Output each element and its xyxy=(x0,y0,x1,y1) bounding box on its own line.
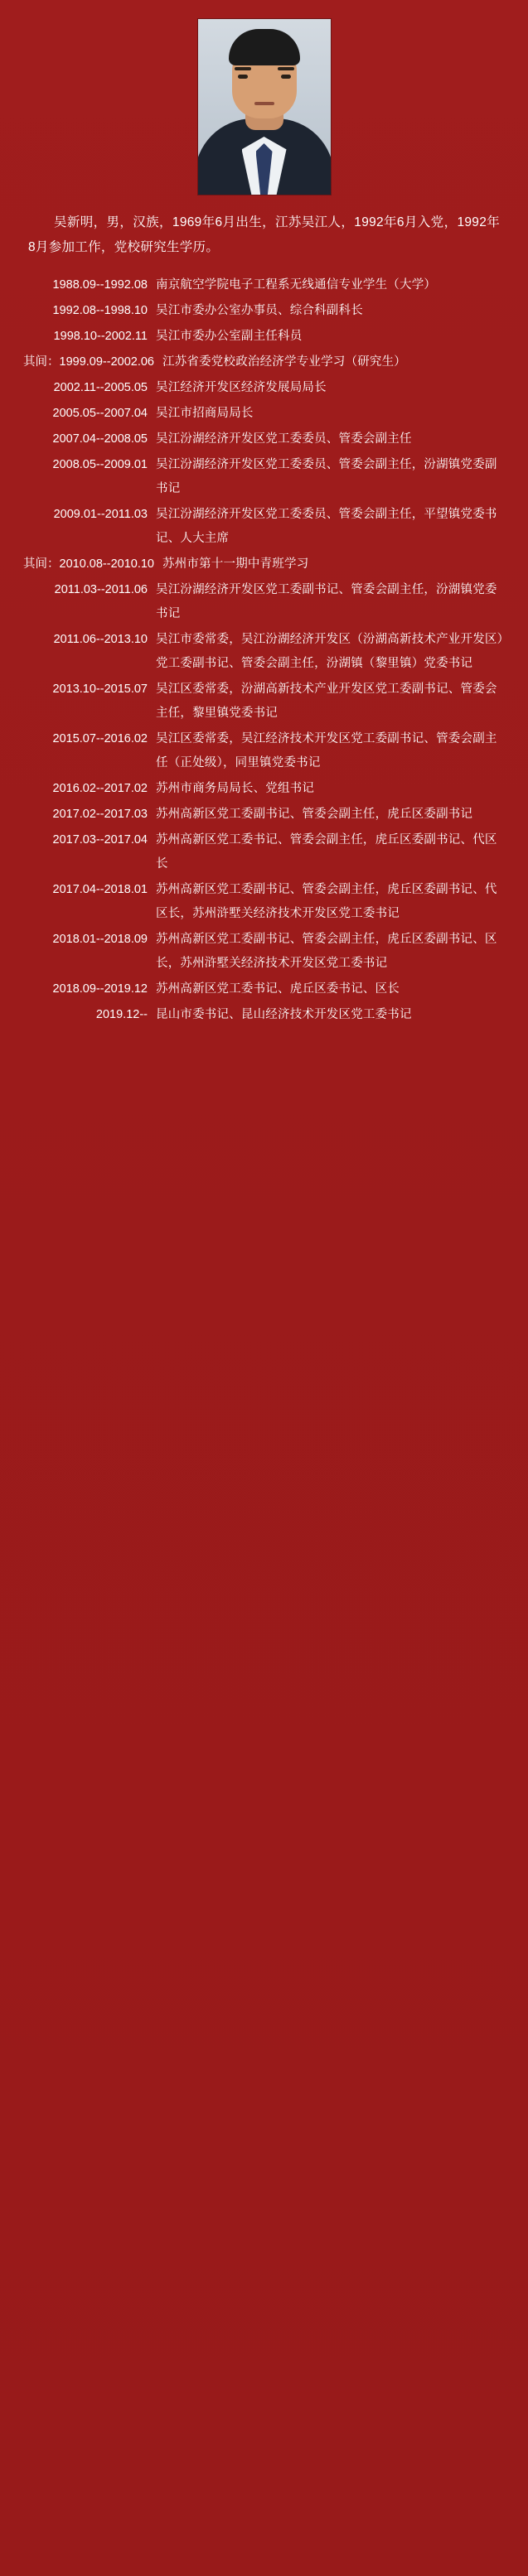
portrait-eye-right xyxy=(281,75,291,79)
timeline-row xyxy=(23,273,505,297)
timeline-row xyxy=(23,977,505,1001)
timeline-description: 苏州市商务局局长、党组书记 xyxy=(156,782,315,795)
timeline-row xyxy=(23,402,505,426)
timeline-row xyxy=(23,727,505,775)
timeline-description: 苏州高新区党工委副书记、管委会副主任，虎丘区委副书记 xyxy=(156,808,473,821)
timeline-description: 吴江区委常委，吴江经济技术开发区党工委副书记、管委会副主任（正处级），同里镇党委书记 xyxy=(156,732,497,769)
timeline-description: 吴江区委常委，汾湖高新技术产业开发区党工委副书记、管委会主任，黎里镇党委书记 xyxy=(156,683,497,720)
timeline-period: 1998.10--2002.11 xyxy=(53,330,148,343)
timeline-period: 2015.07--2016.02 xyxy=(52,732,148,745)
timeline-description: 吴江汾湖经济开发区党工委委员、管委会副主任，汾湖镇党委副书记 xyxy=(156,458,497,495)
portrait-eye-left xyxy=(238,75,248,79)
timeline-description: 南京航空学院电子工程系无线通信专业学生（大学） xyxy=(156,278,437,292)
timeline-description: 昆山市委书记、昆山经济技术开发区党工委书记 xyxy=(156,1008,412,1021)
timeline-row xyxy=(23,828,505,876)
timeline-period: 2017.04--2018.01 xyxy=(52,883,148,896)
timeline-row xyxy=(23,628,505,676)
timeline-row xyxy=(23,578,505,626)
timeline-description: 吴江汾湖经济开发区党工委委员、管委会副主任，平望镇党委书记、人大主席 xyxy=(156,508,497,545)
timeline-period: 2002.11--2005.05 xyxy=(53,381,148,394)
timeline-period: 2019.12-- xyxy=(95,1008,148,1021)
timeline-description: 苏州高新区党工委书记、管委会副主任，虎丘区委副书记、代区长 xyxy=(156,833,497,871)
timeline-row xyxy=(23,376,505,400)
timeline-description: 苏州高新区党工委副书记、管委会副主任，虎丘区委副书记、区长，苏州浒墅关经济技术开发区党工委书记 xyxy=(156,933,497,970)
timeline-description: 江苏省委党校政治经济学专业学习（研究生） xyxy=(162,355,406,369)
timeline-description: 吴江汾湖经济开发区党工委委员、管委会副主任 xyxy=(156,432,412,446)
timeline-row xyxy=(23,803,505,827)
timeline-row xyxy=(23,777,505,801)
timeline-row xyxy=(23,678,505,726)
timeline-description: 苏州市第十一期中青班学习 xyxy=(162,557,309,571)
timeline-period: 1988.09--1992.08 xyxy=(52,278,148,292)
portrait-eyebrow-left xyxy=(235,67,251,70)
timeline-description: 苏州高新区党工委书记、虎丘区委书记、区长 xyxy=(156,982,400,996)
timeline-row xyxy=(23,299,505,323)
timeline-row xyxy=(23,427,505,451)
timeline-period: 2013.10--2015.07 xyxy=(52,683,148,696)
timeline-row xyxy=(23,503,505,551)
timeline-period: 2016.02--2017.02 xyxy=(52,782,148,795)
timeline-period: 2017.03--2017.04 xyxy=(52,833,148,847)
timeline-description: 苏州高新区党工委副书记、管委会副主任，虎丘区委副书记、代区长，苏州浒墅关经济技术开发区党工委书记 xyxy=(156,883,497,920)
timeline-description: 吴江市委办公室办事员、综合科副科长 xyxy=(156,304,363,317)
timeline-period: 2005.05--2007.04 xyxy=(52,407,148,420)
timeline-period: 2018.09--2019.12 xyxy=(52,982,148,996)
timeline-period: 其间：2010.08--2010.10 xyxy=(23,557,154,571)
timeline-period: 其间：1999.09--2002.06 xyxy=(23,355,154,369)
portrait-eyebrow-right xyxy=(278,67,294,70)
official-portrait xyxy=(197,18,332,195)
timeline-description: 吴江经济开发区经济发展局局长 xyxy=(156,381,327,394)
timeline-period: 2009.01--2011.03 xyxy=(53,508,148,521)
timeline-period: 2011.06--2013.10 xyxy=(53,633,148,646)
timeline-description: 吴江市委常委，吴江汾湖经济开发区（汾湖高新技术产业开发区）党工委副书记、管委会副主任，汾湖镇（黎里镇）党委书记 xyxy=(156,633,504,670)
timeline-row xyxy=(23,552,505,576)
timeline-row xyxy=(23,453,505,501)
timeline-period: 2008.05--2009.01 xyxy=(52,458,148,471)
timeline-row xyxy=(23,350,505,374)
timeline-period: 1992.08--1998.10 xyxy=(52,304,148,317)
timeline-description: 吴江市招商局局长 xyxy=(156,407,254,420)
timeline-period: 2017.02--2017.03 xyxy=(52,808,148,821)
timeline-description: 吴江汾湖经济开发区党工委副书记、管委会副主任，汾湖镇党委书记 xyxy=(156,583,497,620)
timeline-row xyxy=(23,878,505,926)
portrait-mouth xyxy=(254,102,274,105)
career-timeline xyxy=(0,268,528,1027)
timeline-row xyxy=(23,1003,505,1027)
timeline-row xyxy=(23,928,505,976)
timeline-period: 2018.01--2018.09 xyxy=(52,933,148,946)
timeline-description: 吴江市委办公室副主任科员 xyxy=(156,330,303,343)
timeline-period: 2011.03--2011.06 xyxy=(54,583,148,596)
timeline-period: 2007.04--2008.05 xyxy=(52,432,148,446)
biography-intro: 吴新明，男，汉族，1969年6月出生，江苏吴江人，1992年6月入党，1992年8月参加工作，党校研究生学历。 xyxy=(28,215,500,254)
timeline-row xyxy=(23,325,505,349)
portrait-container xyxy=(0,15,528,207)
